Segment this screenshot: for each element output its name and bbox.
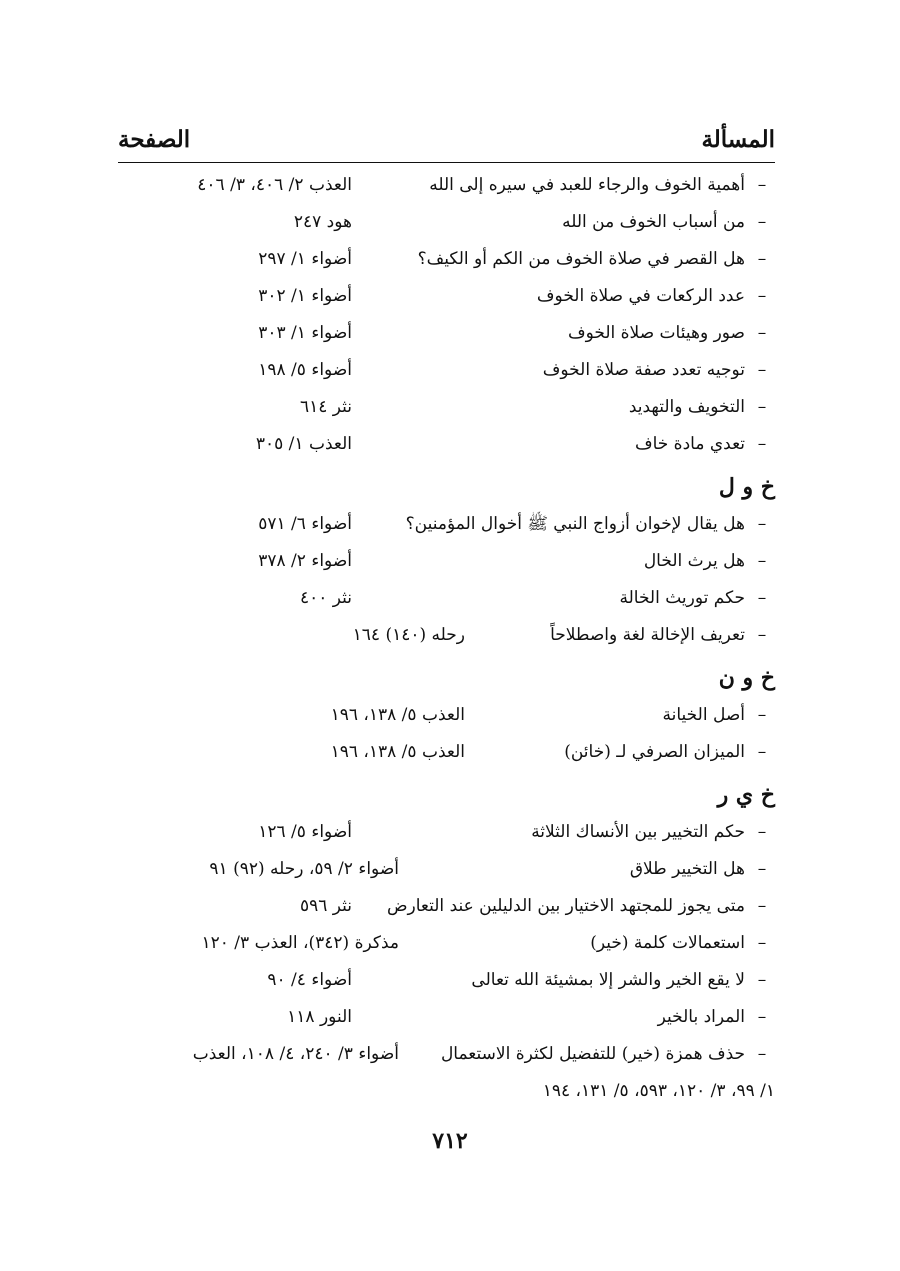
topic-text: أصل الخيانة — [662, 705, 745, 725]
page-reference: أضواء ٢/ ٥٩، رحله (٩٢) ٩١ — [209, 859, 399, 879]
bullet-dash: – — [757, 933, 767, 953]
header-rule — [118, 162, 775, 163]
topic-text: الميزان الصرفي لـ (خائن) — [564, 742, 745, 762]
root-heading: خ و ل — [718, 474, 775, 500]
index-row — [118, 352, 775, 389]
topic-text: حذف همزة (خير) للتفضيل لكثرة الاستعمال — [440, 1044, 745, 1064]
root-heading: خ و ن — [718, 665, 775, 691]
index-row — [118, 506, 775, 543]
bullet-dash: – — [757, 551, 767, 571]
index-row — [118, 999, 775, 1036]
page-reference: أضواء ٤/ ٩٠ — [267, 970, 352, 990]
page-reference: النور ١١٨ — [287, 1007, 352, 1027]
index-row — [118, 962, 775, 999]
index-row — [118, 925, 775, 962]
page-reference: مذكرة (٣٤٢)، العذب ٣/ ١٢٠ — [201, 933, 399, 953]
bullet-dash: – — [757, 175, 767, 195]
index-row — [118, 426, 775, 463]
page-reference: هود ٢٤٧ — [293, 212, 352, 232]
index-row — [118, 389, 775, 426]
topic-text: حكم التخيير بين الأنساك الثلاثة — [531, 822, 745, 842]
index-row — [118, 241, 775, 278]
bullet-dash: – — [757, 249, 767, 269]
topic-text: التخويف والتهديد — [628, 397, 745, 417]
bullet-dash: – — [757, 323, 767, 343]
index-row — [118, 888, 775, 925]
page-reference: أضواء ١/ ٢٩٧ — [258, 249, 352, 269]
index-row — [118, 278, 775, 315]
page-reference: العذب ٥/ ١٣٨، ١٩٦ — [330, 705, 465, 725]
topic-text: صور وهيئات صلاة الخوف — [567, 323, 745, 343]
bullet-dash: – — [757, 514, 767, 534]
topic-text: هل القصر في صلاة الخوف من الكم أو الكيف؟ — [417, 249, 745, 269]
bullet-dash: – — [757, 970, 767, 990]
page-reference: أضواء ١/ ٣٠٢ — [258, 286, 352, 306]
topic-text: لا يقع الخير والشر إلا بمشيئة الله تعالى — [471, 970, 745, 990]
topic-text: استعمالات كلمة (خير) — [590, 933, 745, 953]
index-row — [118, 617, 775, 654]
index-row — [118, 851, 775, 888]
page-reference: العذب ١/ ٣٠٥ — [255, 434, 352, 454]
page-column-heading: الصفحة — [118, 126, 191, 153]
bullet-dash: – — [757, 286, 767, 306]
bullet-dash: – — [757, 742, 767, 762]
bullet-dash: – — [757, 705, 767, 725]
index-row — [118, 204, 775, 241]
bullet-dash: – — [757, 360, 767, 380]
page-reference: رحله (١٤٠) ١٦٤ — [352, 625, 465, 645]
table-header — [118, 126, 775, 160]
page-reference: أضواء ١/ ٣٠٣ — [258, 323, 352, 343]
index-entries — [118, 167, 775, 1109]
topic-text: هل يقال لإخوان أزواج النبي ﷺ أخوال المؤمنين؟ — [405, 514, 745, 534]
page-reference-continuation: ١/ ٩٩، ٣/ ١٢٠، ٥٩٣، ٥/ ١٣١، ١٩٤ — [542, 1081, 775, 1101]
page-reference: أضواء ٢/ ٣٧٨ — [258, 551, 352, 571]
index-row — [118, 543, 775, 580]
page-reference: أضواء ٥/ ١٢٦ — [258, 822, 352, 842]
bullet-dash: – — [757, 397, 767, 417]
topic-text: من أسباب الخوف من الله — [562, 212, 745, 232]
index-row — [118, 734, 775, 771]
bullet-dash: – — [757, 1044, 767, 1064]
topic-text: هل يرث الخال — [643, 551, 745, 571]
index-row — [118, 697, 775, 734]
topic-text: أهمية الخوف والرجاء للعبد في سيره إلى الله — [429, 175, 745, 195]
page-reference: أضواء ٣/ ٢٤٠، ٤/ ١٠٨، العذب — [192, 1044, 399, 1064]
page-reference: العذب ٢/ ٤٠٦، ٣/ ٤٠٦ — [197, 175, 352, 195]
bullet-dash: – — [757, 434, 767, 454]
page-reference: نثر ٥٩٦ — [299, 896, 352, 916]
issue-column-heading: المسألة — [701, 126, 775, 153]
topic-text: تعريف الإخالة لغة واصطلاحاً — [550, 625, 745, 645]
topic-text: متى يجوز للمجتهد الاختيار بين الدليلين عند التعارض — [386, 896, 745, 916]
topic-text: عدد الركعات في صلاة الخوف — [536, 286, 745, 306]
bullet-dash: – — [757, 1007, 767, 1027]
page-reference: أضواء ٦/ ٥٧١ — [258, 514, 352, 534]
page-reference: نثر ٤٠٠ — [299, 588, 352, 608]
topic-text: حكم توريث الخالة — [619, 588, 745, 608]
root-heading: خ ي ر — [717, 782, 775, 808]
bullet-dash: – — [757, 896, 767, 916]
bullet-dash: – — [757, 625, 767, 645]
topic-text: توجيه تعدد صفة صلاة الخوف — [542, 360, 745, 380]
topic-text: هل التخيير طلاق — [629, 859, 745, 879]
index-row — [118, 167, 775, 204]
bullet-dash: – — [757, 822, 767, 842]
page-reference: نثر ٦١٤ — [299, 397, 352, 417]
index-row — [118, 580, 775, 617]
topic-text: تعدي مادة خاف — [634, 434, 745, 454]
index-row — [118, 315, 775, 352]
index-row — [118, 1036, 775, 1073]
page-reference: العذب ٥/ ١٣٨، ١٩٦ — [330, 742, 465, 762]
bullet-dash: – — [757, 588, 767, 608]
index-row — [118, 814, 775, 851]
page-reference: أضواء ٥/ ١٩٨ — [258, 360, 352, 380]
page-number: ٧١٢ — [432, 1128, 468, 1154]
bullet-dash: – — [757, 859, 767, 879]
index-row-continuation — [118, 1073, 775, 1109]
topic-text: المراد بالخير — [657, 1007, 745, 1027]
bullet-dash: – — [757, 212, 767, 232]
